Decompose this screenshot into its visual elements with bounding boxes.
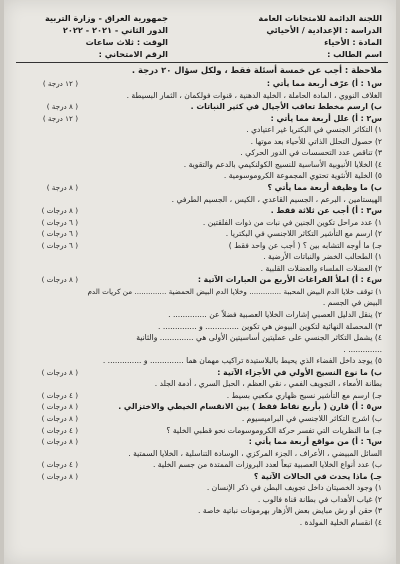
ministry-title: جمهورية العراق - وزارة التربية: [44, 13, 168, 23]
question-line-q3a2: ٢) ارسم مع التأشير التكاثر اللاجنسي في البكتريا .: [225, 229, 382, 239]
mark-q4: ( ٨ درجات ): [41, 275, 78, 285]
subject-label: المادة : الأحياء: [324, 37, 382, 47]
question-line-q3a3: جـ) ما أوجه التشابه بين ؟ ( أجب عن واحد فقط ): [228, 240, 382, 250]
question-line-q1a: الغلاف النووي ، المادة الحاملة ، الخلية الدهنية ، قنوات فولكمان ، الثمار البسيطة .: [126, 90, 382, 100]
exam-round: الدور الثاني - ٢٠٢١ - ٢٠٢٢: [62, 25, 168, 35]
question-line-q4a5: ٤) يشمل التكاثر الجنسي على عمليتين أساسيتين الأولى هي .............. والثانية: [136, 333, 382, 343]
question-line-q4a1: ١) توقف خلايا الدم البيض المحببة .............. وخلايا الدم البيض الحمضية .............. من كريات الدم: [87, 286, 382, 296]
question-line-q4: س٤ : أ) املأ الفراغات الأربع من العبارات الآتية :: [197, 275, 382, 285]
question-line-q2b: ب) ما وظيفة أربعة مما يأتي ؟: [267, 182, 382, 192]
mark-q3a3: ( ٦ درجات ): [41, 240, 78, 250]
question-line-q1: س١ : أ) عرّف أربعة مما يأتي :: [266, 79, 382, 88]
mark-q2: ( ١٢ درجة ): [42, 113, 78, 123]
question-line-q6a1: السائل المبيضي ، الأعراف ، الجزء المركزي ، الوسادة التناسلية ، الخلايا السمتية .: [128, 448, 382, 458]
question-line-q1b: ب) ارسم مخطط تعاقب الأجيال في كثير النباتات .: [190, 102, 382, 112]
question-line-q4a6: .............. .: [343, 344, 382, 354]
mark-q3a2: ( ٦ درجات ): [41, 229, 78, 239]
question-line-q6b: ب) عدد أنواع الخلايا العصبية تبعاً لعدد البروزات الممتدة من جسم الخلية .: [152, 460, 382, 470]
question-line-q6c3: ٣) حقن أو رش مبايض بعض الأزهار بهرمونات نباتية خاصة .: [198, 506, 382, 516]
question-line-q2a5: ٥) الخلية الأنثوية تحتوي المجموعة الكروموسومية .: [223, 171, 382, 181]
question-line-q3a4: ١) الطحالب الخضر والنباتات الأرضية .: [263, 252, 382, 262]
header-divider: [16, 62, 388, 63]
question-line-q4b1: بطانة الأمعاء ، التجويف الفمي ، نقي العظم ، الحبل السري ، أدمة الجلد .: [154, 379, 382, 389]
mark-q3: ( ٨ درجات ): [41, 206, 78, 216]
question-line-q6: س٦ : أ) من مواقع أربعة مما يأتي :: [248, 437, 382, 447]
exam-duration: الوقت : ثلاث ساعات: [85, 37, 168, 47]
mark-q5: ( ٨ درجات ): [41, 402, 78, 412]
question-line-q2: س٢ : أ) علل أربعة مما يأتي :: [270, 113, 382, 123]
question-line-q5b: ب) اشرح التكاثر اللاجنسي في البراميسيوم .: [241, 413, 382, 423]
question-line-q3: س٣ : أ) أجب عن ثلاثة فقط .: [270, 206, 382, 216]
mark-q2b: ( ٨ درجة ): [46, 182, 78, 192]
question-line-q5c: جـ) ما النظريات التي تفسر حركة الكروموسومات نحو قطبي الخلية ؟: [166, 425, 382, 435]
mark-q6b: ( ٤ درجات ): [41, 460, 78, 470]
question-line-q6c: جـ) ماذا يحدث في الحالات الآتية ؟: [253, 471, 382, 481]
student-name-label: اسم الطالب :: [327, 49, 382, 59]
mark-q4c: ( ٤ درجات ): [41, 390, 78, 400]
question-line-q4a4: ٣) المحصلة النهائية لتكوين البيوض هي تكوين .............. و .............. .: [158, 321, 382, 331]
mark-q4b: ( ٨ درجات ): [41, 367, 78, 377]
mark-q1: ( ١٢ درجة ): [42, 79, 78, 88]
exam-note: ملاحظة : أجب عن خمسة أسئلة فقط ، ولكل سؤال ٢٠ درجة .: [131, 65, 382, 75]
question-line-q4a3: ٢) ينقل الدليل العصبي إشارات الخلايا العصبية فضلاً عن .............. .: [168, 310, 382, 319]
mark-q6: ( ٨ درجات ): [41, 437, 78, 447]
question-line-q4b: ب) ما نوع النسيج الأولي في الأجزاء الآتية :: [217, 367, 382, 377]
question-line-q2a3: ٣) تناقص عدد التحسسات في الدور الحركي .: [240, 148, 382, 158]
mark-q1b: ( ٨ درجة ): [46, 102, 78, 112]
mark-q5b: ( ٨ درجات ): [41, 413, 78, 423]
question-line-q4a2: البيض في الجسم .: [322, 298, 382, 308]
question-line-q5: س٥ : أ) قارن ( بأربع نقاط فقط ) بين الانقسام الخيطي والاختزالي .: [118, 402, 382, 412]
question-line-q3a1: ١) عدد مراحل تكوين الجنين في نبات من ذوات الفلقتين .: [202, 217, 382, 227]
question-line-q2a4: ٤) الخلايا الأنبوبية الأساسية للنسيج الكولنكيمي بالدعم والتقوية .: [183, 159, 382, 169]
exam-paper: [4, 0, 396, 564]
question-line-q4a7: ٥) يوجد داخل الفضاء الذي يحيط بالبلاستيدة تراكيب مهمان هما .............. و .............. .: [102, 356, 382, 366]
question-line-q3a5: ٢) العضلات الملساء والعضلات القلبية .: [260, 263, 382, 273]
question-line-q6c4: ٤) انقسام الخلية المولدة .: [299, 517, 382, 527]
question-line-q6c1: ١) وجود الخصيتان داخل تجويف البطن في ذكر الإنسان .: [206, 483, 382, 493]
exam-number-label: الرقم الامتحاني :: [98, 49, 168, 59]
question-line-q2a2: ٢) حصول التحلل الذاتي للأحياء بعد موتها .: [250, 136, 382, 146]
mark-q5c: ( ٤ درجات ): [41, 425, 78, 435]
mark-q6c: ( ٨ درجات ): [41, 471, 78, 481]
study-branch: الدراسة : الإعدادية / الأحيائي: [266, 25, 382, 35]
question-line-q2a1: ١) التكاثر الجنسي في البكتريا غير اعتيادي .: [246, 125, 382, 135]
committee-title: اللجنة الدائمة للامتحانات العامة: [258, 13, 382, 23]
mark-q3a1: ( ٦ درجات ): [41, 217, 78, 227]
question-line-q4c: جـ) ارسم مع التأشير نسيج ظهاري مكعبي بسيط .: [226, 390, 382, 400]
question-line-q6c2: ٢) غياب الأهداب في بطانة قناة فالوب .: [257, 494, 382, 504]
question-line-q2b1: الهيستامين ، البرعم ، الجسيم القاعدي ، الكيس ، الجسيم الطرفي .: [171, 194, 382, 204]
